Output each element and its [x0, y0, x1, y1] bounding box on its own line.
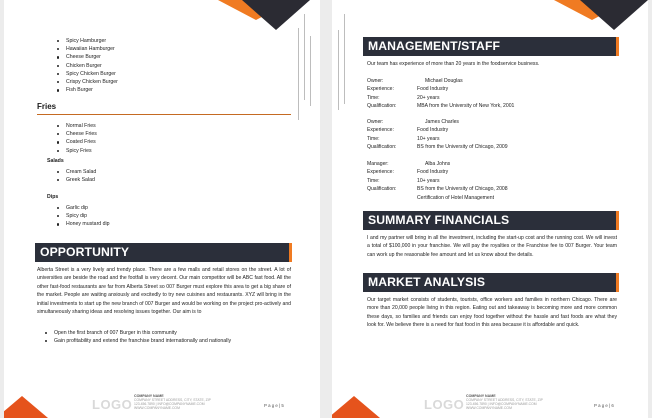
menu-item: Fish Burger: [54, 86, 118, 94]
staff-field-label: Experience:: [367, 127, 394, 134]
staff-row: [367, 185, 508, 193]
staff-field-label: Time:: [367, 94, 380, 101]
staff-field-value: Food Industry: [417, 127, 449, 134]
financials-paragraph: I and my partner will bring in all the investment, including the start-up cost and the running cost. We will invest a total of $100,000 in your franchise. We will pay the royalties or the Franchise fee to 007 Burger. Your team can work up the reasonable fee amount and let us know about the details.: [367, 235, 617, 258]
decorative-line: [304, 14, 305, 100]
page-number: P a g e | 5: [264, 403, 284, 408]
staff-row: [367, 102, 514, 110]
menu-item: Hawaiian Hamburger: [54, 45, 118, 53]
opportunity-bullets: [42, 329, 292, 345]
footer-company-name: COMPANY NAME: [466, 394, 496, 398]
menu-item: Spicy Chicken Burger: [54, 70, 118, 78]
staff-field-label: Owner:: [367, 119, 384, 125]
fries-item: Normal Fries: [54, 122, 97, 130]
staff-field-label: Experience:: [367, 86, 394, 93]
menu-item: Cheese Burger: [54, 53, 118, 61]
dip-item: Garlic dip: [54, 204, 110, 212]
market-banner: MARKET ANALYSIS: [363, 273, 619, 292]
footer-contact: 123.456.7890 | INFO@COMPANYNAME.COM: [466, 402, 537, 406]
footer-logo: LOGO: [92, 397, 133, 412]
decorative-line: [344, 14, 345, 104]
footer-company-block: [466, 394, 543, 410]
document-page-right: [332, 0, 648, 418]
burger-menu-list: [54, 37, 118, 94]
footer-company-name: COMPANY NAME: [134, 394, 164, 398]
footer-website: WWW.COMPANYNAME.COM: [134, 406, 180, 410]
staff-row: [367, 77, 514, 85]
opportunity-paragraph: Alberta Street is a very lively and trendy place. There are a few malls and retail stores on the street. A lot of universities are beside the road and the footfall is very decent. Our main competitor will be ABC fast food. All the other fast-food restaurants are far from Alberta Street so 007 Burger must explore this area to get a big share of the market. People are waiting anxiously and excitedly to try new cuisines and restaurants. XYZ will bring in the initial investments to start up the new branch of 007 Burger and would be working on the project pro-actively and simultaneously sharing ideas and resolving issues together. Our aim is to: [37, 267, 291, 316]
fries-list: [54, 122, 97, 155]
menu-item: Spicy Hamburger: [54, 37, 118, 45]
staff-field-label: Qualification:: [367, 144, 397, 151]
fries-item: Coated Fries: [54, 138, 97, 146]
management-intro: Our team has experience of more than 20 years in the foodservice business.: [367, 61, 540, 67]
staff-field-value: 10+ years: [417, 135, 440, 142]
dips-heading: Dips: [47, 194, 59, 200]
staff-row: [367, 168, 508, 176]
staff-field-value: Michael Douglas: [425, 78, 463, 84]
footer-orange-triangle: [4, 396, 48, 418]
staff-card-manager: [367, 160, 508, 202]
footer-contact: 123.456.7890 | INFO@COMPANYNAME.COM: [134, 402, 205, 406]
staff-row: [367, 94, 514, 102]
staff-field-label: Experience:: [367, 169, 394, 176]
opportunity-bullet: Gain profitability and extend the franchise brand internationally and nationally: [42, 337, 292, 345]
fries-item: Cheese Fries: [54, 130, 97, 138]
staff-field-label: Qualification:: [367, 186, 397, 193]
staff-row: [367, 160, 508, 168]
staff-card-owner-1: [367, 77, 514, 111]
staff-field-value: MBA from the University of New York, 2001: [417, 103, 515, 110]
staff-field-value: Food Industry: [417, 169, 449, 176]
staff-field-value: 20+ years: [417, 94, 440, 101]
header-dark-triangle: [580, 0, 648, 30]
staff-row: [367, 118, 508, 126]
staff-field-label: Qualification:: [367, 103, 397, 110]
staff-row: [367, 177, 508, 185]
decorative-line: [338, 30, 339, 110]
footer-address: COMPANY STREET ADDRESS, CITY, STATE, ZIP: [466, 398, 543, 402]
header-dark-triangle: [242, 0, 310, 30]
opportunity-banner: OPPORTUNITY: [35, 243, 292, 262]
page-number: P a g e | 6: [594, 403, 614, 408]
staff-field-label: Manager:: [367, 161, 389, 167]
staff-row: [367, 143, 508, 151]
fries-heading: Fries: [37, 102, 57, 111]
financials-banner: SUMMARY FINANCIALS: [363, 211, 619, 230]
salads-list: [54, 168, 96, 184]
salad-item: Greek Salad: [54, 176, 96, 184]
staff-field-label: Owner:: [367, 78, 384, 84]
staff-field-value: Certification of Hotel Management: [417, 194, 495, 201]
staff-field-value: BS from the University of Chicago, 2008: [417, 186, 508, 193]
staff-row: [367, 135, 508, 143]
document-page-left: [4, 0, 320, 418]
dips-list: [54, 204, 110, 229]
management-banner: MANAGEMENT/STAFF: [363, 37, 619, 56]
market-paragraph: Our target market consists of students, tourists, office workers and families in northern Chicago. There are more than 20,000 people living in this region. Eating out and takeaway is becoming more and more common these days, so families and friends can enjoy food together without the hassle and fast foods are what they look for. We believe there is a need for fast food in this area because it is affordable and quick.: [367, 297, 617, 329]
footer-orange-triangle: [332, 396, 380, 418]
staff-row: [367, 85, 514, 93]
heading-rule: [37, 114, 291, 115]
menu-item: Chicken Burger: [54, 62, 118, 70]
staff-field-label: [367, 194, 417, 202]
menu-item: Crispy Chicken Burger: [54, 78, 118, 86]
staff-field-value: Food Industry: [417, 86, 449, 93]
decorative-line: [298, 28, 299, 120]
salad-item: Cream Salad: [54, 168, 96, 176]
footer-logo: LOGO: [424, 397, 465, 412]
staff-field-label: Time:: [367, 135, 380, 142]
decorative-line: [310, 36, 311, 106]
opportunity-bullet: Open the first branch of 007 Burger in this community: [42, 329, 292, 337]
fries-item: Spicy Fries: [54, 147, 97, 155]
staff-field-value: BS from the University of Chicago, 2009: [417, 144, 508, 151]
staff-row: [367, 194, 508, 202]
staff-field-value: Alba Johns: [425, 161, 451, 167]
salads-heading: Salads: [47, 158, 64, 164]
footer-website: WWW.COMPANYNAME.COM: [466, 406, 512, 410]
staff-field-label: Time:: [367, 177, 380, 184]
dip-item: Honey mustard dip: [54, 220, 110, 228]
dip-item: Spicy dip: [54, 212, 110, 220]
footer-address: COMPANY STREET ADDRESS, CITY, STATE, ZIP: [134, 398, 211, 402]
staff-field-value: 10+ years: [417, 177, 440, 184]
staff-field-value: James Charles: [425, 119, 459, 125]
footer-company-block: [134, 394, 211, 410]
staff-row: [367, 126, 508, 134]
staff-card-owner-2: [367, 118, 508, 152]
